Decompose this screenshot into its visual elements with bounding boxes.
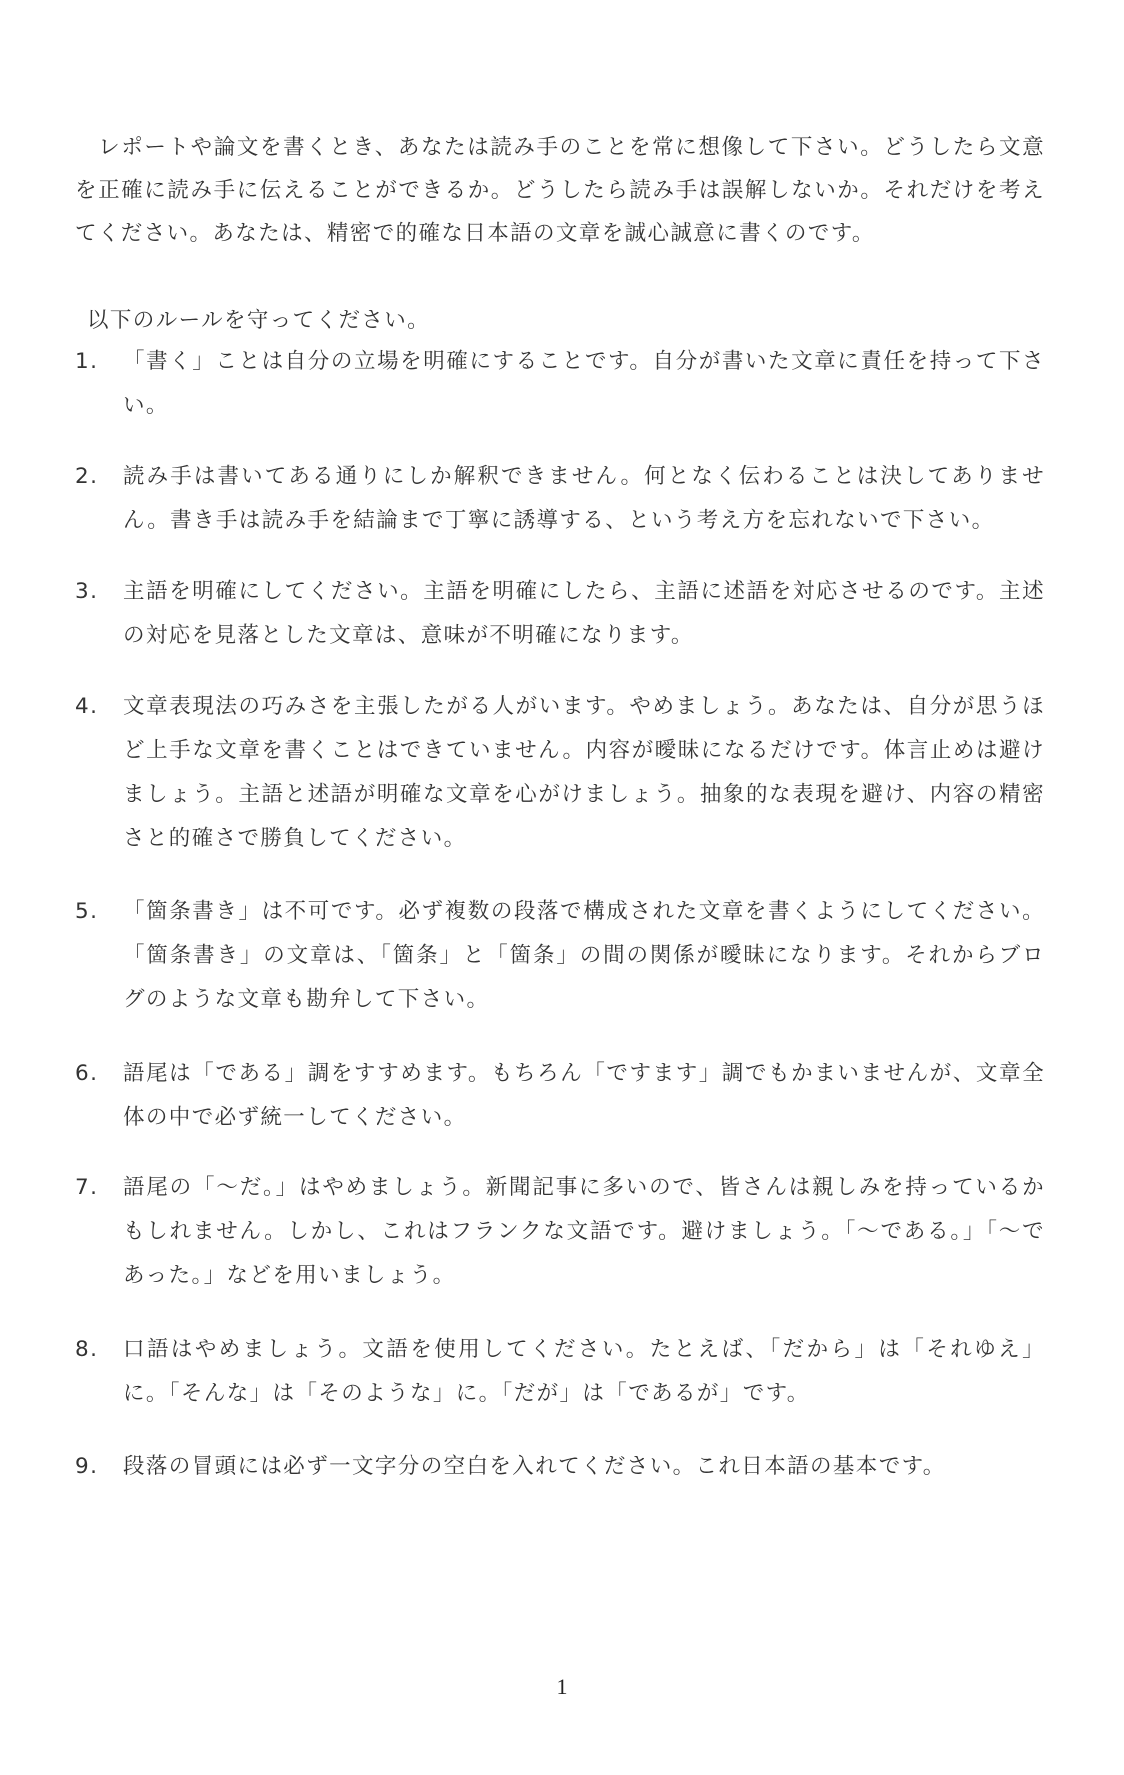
rule-number: 6.	[75, 1061, 99, 1086]
rule-text: 口語はやめましょう。文語を使用してください。たとえば、「だから」は「それゆえ」に。「そんな」は「そのような」に。「だが」は「であるが」です。	[123, 1337, 1045, 1406]
rule-text: 「書く」ことは自分の立場を明確にすることです。自分が書いた文章に責任を持って下さい。	[123, 349, 1045, 418]
rule-number: 9.	[75, 1454, 99, 1479]
rules-lead-paragraph: 以下のルールを守ってください。	[87, 308, 431, 333]
rule-number: 5.	[75, 899, 99, 924]
rule-number: 3.	[75, 579, 99, 604]
rule-text: 「箇条書き」は不可です。必ず複数の段落で構成された文章を書くようにしてください。「箇条書き」の文章は、「箇条」と「箇条」の間の関係が曖昧になります。それからブログのような文章も勘弁して下さい。	[123, 899, 1045, 1012]
rule-text: 語尾は「である」調をすすめます。もちろん「ですます」調でもかまいませんが、文章全体の中で必ず統一してください。	[123, 1061, 1045, 1130]
rule-text: 段落の冒頭には必ず一文字分の空白を入れてください。これ日本語の基本です。	[123, 1454, 946, 1479]
rule-number: 7.	[75, 1175, 99, 1200]
page-number: 1	[556, 1674, 568, 1699]
rule-text: 読み手は書いてある通りにしか解釈できません。何となく伝わることは決してありません。書き手は読み手を結論まで丁寧に誘導する、という考え方を忘れないで下さい。	[123, 464, 1045, 533]
rule-text: 主語を明確にしてください。主語を明確にしたら、主語に述語を対応させるのです。主述の対応を見落とした文章は、意味が不明確になります。	[123, 579, 1045, 648]
rule-number: 2.	[75, 464, 99, 489]
intro-paragraph: レポートや論文を書くとき、あなたは読み手のことを常に想像して下さい。どうしたら文意を正確に読み手に伝えることができるか。どうしたら読み手は誤解しないか。それだけを考えてください。あなたは、精密で的確な日本語の文章を誠心誠意に書くのです。	[75, 135, 1045, 246]
rule-number: 1.	[75, 349, 99, 374]
rule-text: 語尾の「～だ。」はやめましょう。新聞記事に多いので、皆さんは親しみを持っているかもしれません。しかし、これはフランクな文語です。避けましょう。「～である。」「～であった。」などを用いましょう。	[123, 1175, 1045, 1288]
rule-number: 8.	[75, 1337, 99, 1362]
rule-number: 4.	[75, 694, 99, 719]
rule-text: 文章表現法の巧みさを主張したがる人がいます。やめましょう。あなたは、自分が思うほど上手な文章を書くことはできていません。内容が曖昧になるだけです。体言止めは避けましょう。主語と述語が明確な文章を心がけましょう。抽象的な表現を避け、内容の精密さと的確さで勝負してください。	[123, 694, 1045, 851]
